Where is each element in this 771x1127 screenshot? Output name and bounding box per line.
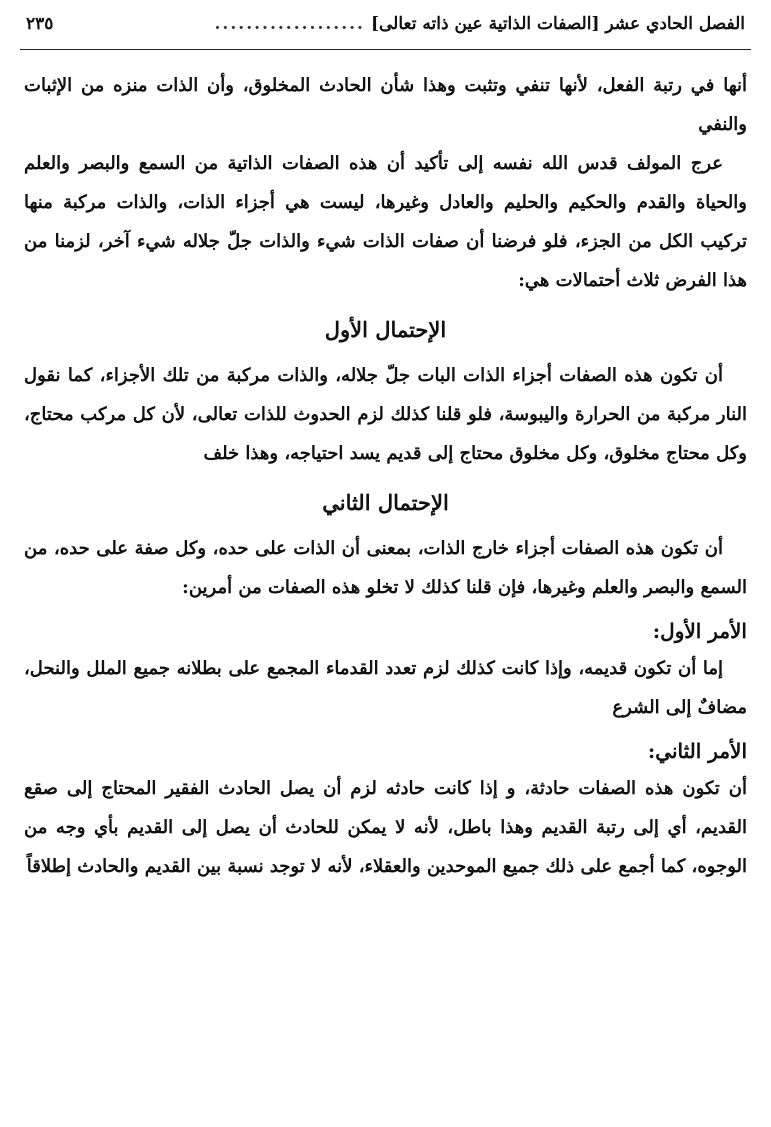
paragraph-3: أن تكون هذه الصفات أجزاء الذات البات جلّ جلاله، والذات مركبة من تلك الأجزاء، كما نقول النار مركبة من الحرارة واليبوسة، فلو قلنا كذلك لزم الحدوث للذات تعالى، لأن كل مركب محتاج، وكل محتاج مخلوق، وكل مخلوق محتاج إلى قديم يسد احتياجه، وهذا خلف xyxy=(24,365,747,464)
paragraph-4: أن تكون هذه الصفات أجزاء خارج الذات، بمعنى أن الذات على حده، وكل صفة على حده، من السمع والبصر والعلم وغيرها، فإن قلنا كذلك لا تخلو هذه الصفات من أمرين: xyxy=(24,538,747,598)
paragraph-1: أنها في رتبة الفعل، لأنها تنفي وتثبت وهذا شأن الحادث المخلوق، وأن الذات منزه من الإثبات والنفي xyxy=(24,75,747,135)
paragraph-6: أن تكون هذه الصفات حادثة، و إذا كانت حادثه لزم أن يصل الحادث الفقير المحتاج إلى صقع القديم، أي إلى رتبة القديم وهذا باطل، لأنه لا يمكن للحادث أن يصل إلى القديم بأي وجه من الوجوه، كما أجمع على ذلك جميع الموحدين والعقلاء، لأنه لا توجد نسبة بين القديم والحادث إطلاقاً xyxy=(24,778,747,877)
leader-dots: ................... xyxy=(214,14,365,34)
heading-first-possibility: الإحتمال الأول xyxy=(324,317,447,342)
page-number: ٢٣٥ xyxy=(26,14,54,34)
subheading-second-matter: الأمر الثاني: xyxy=(647,739,747,763)
paragraph-2: عرج المولف قدس الله نفسه إلى تأكيد أن هذه الصفات الذاتية من السمع والبصر والعلم والحياة والقدم والحكيم والحليم والعادل وغيرها، ليست هي أجزاء الذات، والذات مركبة منها تركيب الكل من الجزء، فلو فرضنا أن صفات الذات شيء والذات جلّ جلاله شيء آخر، لزمنا من هذا الفرض ثلاث أحتمالات هي: xyxy=(24,153,747,291)
running-header xyxy=(20,14,751,50)
paragraph-5: إما أن تكون قديمه، وإذا كانت كذلك لزم تعدد القدماء المجمع على بطلانه جميع الملل والنحل، مضافٌ إلى الشرع xyxy=(24,658,747,718)
book-page xyxy=(20,14,751,1117)
heading-second-possibility: الإحتمال الثاني xyxy=(322,490,449,515)
page-body xyxy=(20,66,751,886)
subheading-first-matter: الأمر الأول: xyxy=(652,619,747,643)
chapter-title: الفصل الحادي عشر [الصفات الذاتية عين ذاته تعالى] xyxy=(370,14,745,34)
